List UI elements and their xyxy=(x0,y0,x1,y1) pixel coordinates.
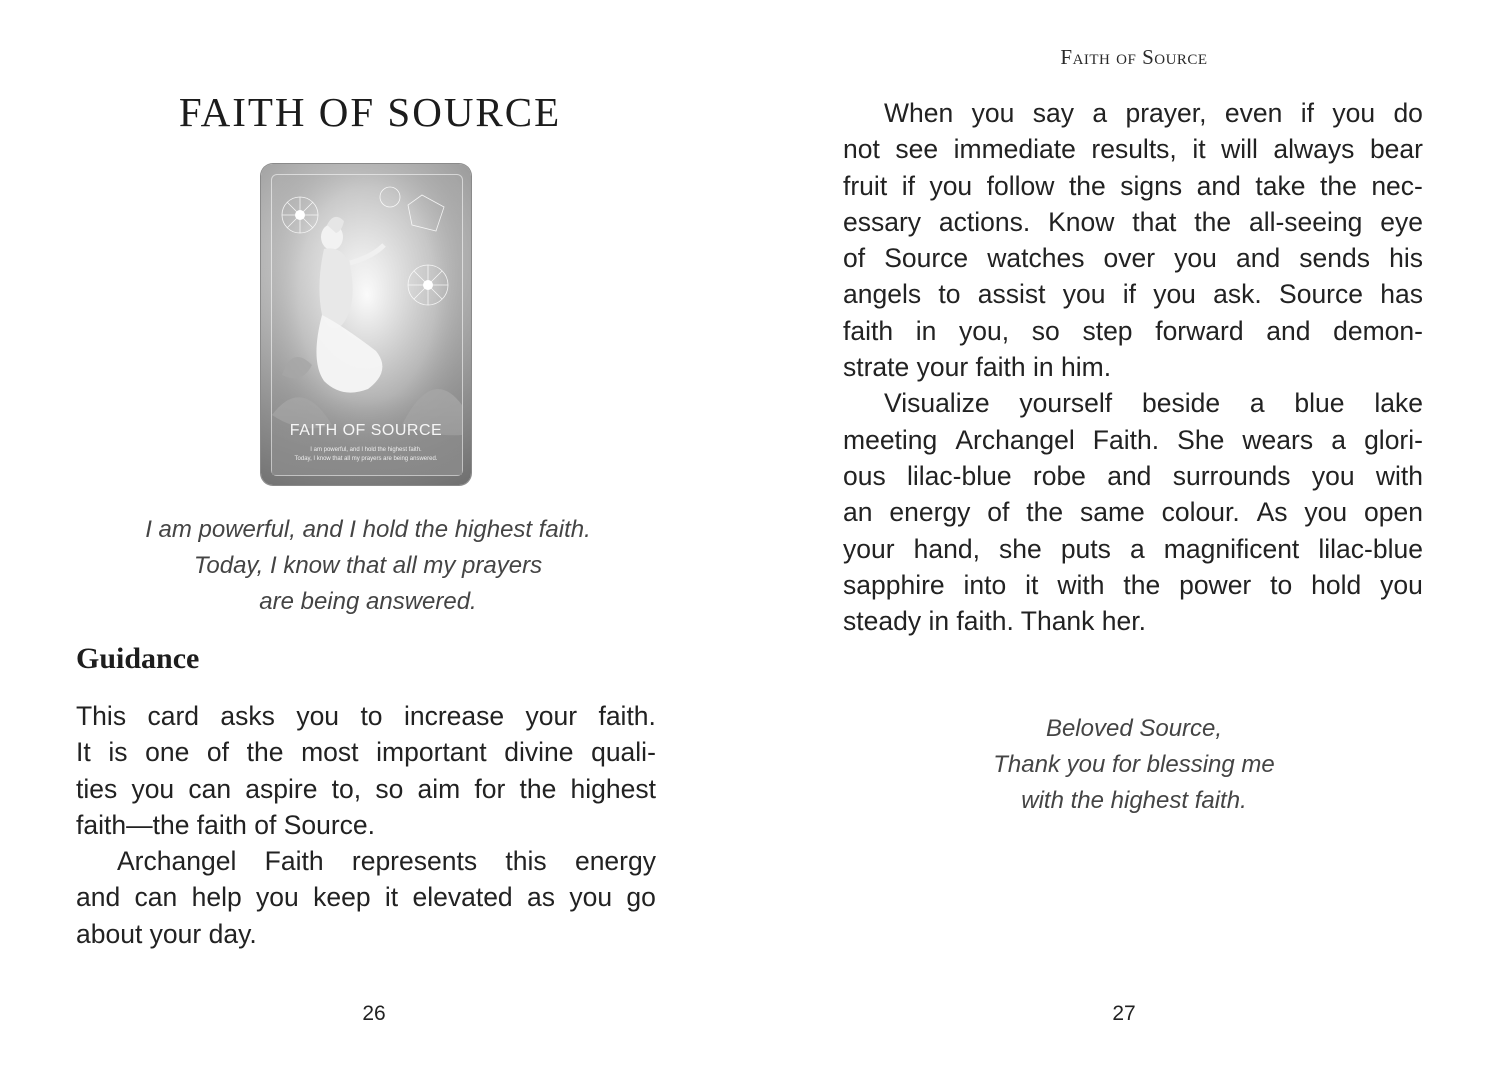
body-word: lake xyxy=(1374,388,1423,419)
body-word: if xyxy=(901,170,915,201)
body-word: a xyxy=(1249,388,1265,419)
body-word: you xyxy=(1380,569,1423,600)
body-word: faith xyxy=(843,315,894,346)
body-word: prayer, xyxy=(1125,98,1207,128)
prayer-line: Beloved Source, xyxy=(1045,715,1223,742)
body-word: She xyxy=(1177,424,1225,455)
body-word: you xyxy=(296,701,340,731)
body-word: fruit xyxy=(843,170,888,201)
body-word: an xyxy=(843,497,873,528)
body-word: ties xyxy=(76,773,118,804)
body-word: always xyxy=(1273,134,1355,165)
body-word: all-seeing xyxy=(1248,206,1363,237)
body-word: not xyxy=(843,134,880,165)
body-line xyxy=(843,494,1423,530)
body-word: Source xyxy=(884,243,969,274)
body-word: it xyxy=(1025,569,1039,600)
body-word: elevated xyxy=(412,882,513,913)
body-word: beside xyxy=(1141,388,1221,419)
body-word: your xyxy=(843,533,895,564)
body-word: energy xyxy=(889,497,971,528)
body-word: the xyxy=(1194,206,1232,237)
body-word: and xyxy=(1266,315,1311,346)
body-word: you xyxy=(131,773,175,804)
body-word: blue xyxy=(1294,388,1345,419)
body-word: can xyxy=(134,882,178,913)
body-word: colour. xyxy=(1161,497,1240,528)
body-line xyxy=(76,879,656,915)
body-line xyxy=(76,771,656,807)
body-word: ous xyxy=(843,460,886,491)
body-word: Source xyxy=(1279,279,1363,310)
body-word: divine xyxy=(504,737,574,768)
body-word: she xyxy=(999,533,1042,564)
body-word: will xyxy=(1221,134,1258,165)
body-word: Visualize xyxy=(884,388,990,419)
body-word: highest xyxy=(570,773,656,804)
body-word: quali- xyxy=(591,737,656,768)
body-word: even xyxy=(1224,98,1283,128)
body-line xyxy=(843,95,1423,131)
body-word: of xyxy=(206,737,230,768)
body-word: see xyxy=(895,134,939,165)
body-word: essary xyxy=(843,206,922,237)
body-word: puts xyxy=(1060,533,1111,564)
body-word: you xyxy=(1174,243,1217,274)
card-affirmation xyxy=(0,512,736,620)
body-word: ask. xyxy=(1213,279,1262,310)
body-word: increase xyxy=(403,701,505,731)
body-word: go xyxy=(626,882,656,913)
body-word: important xyxy=(376,737,487,768)
body-word: has xyxy=(1380,279,1423,310)
body-word: a xyxy=(1129,533,1145,564)
body-word: to xyxy=(938,279,961,310)
body-line: faith—the faith of Source. xyxy=(76,809,376,840)
body-word: and xyxy=(1107,460,1152,491)
body-word: immediate xyxy=(953,134,1076,165)
body-word: as xyxy=(527,882,556,913)
body-word: help xyxy=(191,882,242,913)
body-line xyxy=(76,843,656,879)
body-word: most xyxy=(301,737,359,768)
body-word: magnificent xyxy=(1163,533,1300,564)
body-word: watches xyxy=(987,243,1085,274)
body-word: aspire xyxy=(245,773,318,804)
affirmation-line: Today, I know that all my prayers xyxy=(193,552,543,579)
body-word: your xyxy=(525,701,578,731)
body-word: if xyxy=(1300,98,1314,128)
body-line xyxy=(76,698,656,734)
body-word: sends xyxy=(1299,243,1370,274)
body-line xyxy=(843,313,1423,349)
body-word: nec- xyxy=(1371,170,1423,201)
body-word: keep xyxy=(313,882,371,913)
prayer-line: with the highest faith. xyxy=(1021,787,1247,814)
body-line xyxy=(843,204,1423,240)
body-word: so xyxy=(375,773,404,804)
page-number-left: 26 xyxy=(362,1002,386,1025)
body-word: his xyxy=(1389,243,1423,274)
body-word: lilac-blue xyxy=(907,460,1012,491)
chapter-title: FAITH OF SOURCE xyxy=(178,89,562,135)
body-word: glori- xyxy=(1364,424,1423,455)
body-word: hold xyxy=(1311,569,1362,600)
body-word: represents xyxy=(351,846,478,877)
body-word: the xyxy=(1319,170,1357,201)
body-word: It xyxy=(76,737,91,768)
body-word: you, xyxy=(959,315,1010,346)
running-head: Faith of Source xyxy=(1060,45,1208,69)
body-word: you xyxy=(1311,460,1355,491)
body-line: about your day. xyxy=(76,918,257,949)
right-body-text xyxy=(843,95,1423,639)
body-word: with xyxy=(1375,460,1423,491)
body-word: do xyxy=(1393,98,1423,128)
prayer-line: Thank you for blessing me xyxy=(993,751,1275,778)
body-word: lilac-blue xyxy=(1318,533,1423,564)
body-word: hand, xyxy=(913,533,980,564)
body-line xyxy=(843,131,1423,167)
body-line xyxy=(843,458,1423,494)
body-word: This xyxy=(76,701,127,731)
body-line: strate your faith in him. xyxy=(843,352,1112,383)
card-subtext-line: Today, I know that all my prayers are being answered. xyxy=(294,456,438,462)
body-word: sapphire xyxy=(843,569,945,600)
body-word: over xyxy=(1103,243,1156,274)
body-word: the xyxy=(1123,569,1161,600)
body-line xyxy=(843,276,1423,312)
body-word: can xyxy=(188,773,232,804)
body-word: you xyxy=(929,170,973,201)
body-word: this xyxy=(505,846,547,877)
body-word: to xyxy=(1270,569,1293,600)
body-word: follow xyxy=(986,170,1055,201)
body-line xyxy=(843,168,1423,204)
body-word: it xyxy=(1192,134,1206,165)
body-word: and xyxy=(1235,243,1281,274)
body-word: energy xyxy=(574,846,656,877)
body-word: step xyxy=(1082,315,1133,346)
affirmation-line: are being answered. xyxy=(259,588,477,615)
body-word: When xyxy=(884,98,954,128)
body-word: card xyxy=(147,701,200,731)
body-word: power xyxy=(1179,569,1252,600)
body-word: you xyxy=(256,882,299,913)
body-word: and xyxy=(1196,170,1241,201)
body-word: in xyxy=(915,315,937,346)
body-word: into xyxy=(963,569,1007,600)
page-number-right: 27 xyxy=(1112,1002,1136,1025)
body-word: Archangel xyxy=(117,846,237,877)
body-word: you xyxy=(971,98,1015,128)
body-word: and xyxy=(76,882,121,913)
body-word: actions. xyxy=(938,206,1031,237)
body-word: forward xyxy=(1155,315,1244,346)
body-word: the xyxy=(246,737,284,768)
body-line xyxy=(843,240,1423,276)
body-word: if xyxy=(1122,279,1136,310)
body-word: open xyxy=(1364,497,1423,528)
body-word: a xyxy=(1092,98,1108,128)
body-line xyxy=(843,531,1423,567)
body-word: Faith xyxy=(264,846,324,877)
body-word: Faith. xyxy=(1092,424,1160,455)
body-word: to, xyxy=(331,773,362,804)
body-word: same xyxy=(1079,497,1145,528)
body-word: surrounds xyxy=(1172,460,1291,491)
affirmation-line: I am powerful, and I hold the highest faith. xyxy=(145,516,591,543)
body-word: one xyxy=(145,737,190,768)
body-word: it xyxy=(384,882,399,913)
body-word: so xyxy=(1031,315,1060,346)
body-word: results, xyxy=(1091,134,1177,165)
body-word: aim xyxy=(417,773,461,804)
body-word: that xyxy=(1132,206,1177,237)
body-word: for xyxy=(474,773,506,804)
body-line xyxy=(843,567,1423,603)
body-word: Know xyxy=(1048,206,1115,237)
body-word: Archangel xyxy=(955,424,1075,455)
body-word: signs xyxy=(1120,170,1183,201)
body-word: the xyxy=(1068,170,1106,201)
body-word: to xyxy=(360,701,383,731)
body-line: steady in faith. Thank her. xyxy=(843,606,1146,637)
body-word: take xyxy=(1255,170,1306,201)
body-word: As xyxy=(1256,497,1288,528)
body-word: faith. xyxy=(598,701,656,731)
body-word: with xyxy=(1057,569,1105,600)
body-word: a xyxy=(1331,424,1346,455)
body-word: you xyxy=(1062,279,1106,310)
body-word: the xyxy=(519,773,557,804)
body-word: angels xyxy=(843,279,922,310)
body-word: you xyxy=(569,882,613,913)
body-word: of xyxy=(843,243,866,274)
body-word: assist xyxy=(977,279,1046,310)
body-word: say xyxy=(1032,98,1074,128)
section-heading-guidance: Guidance xyxy=(76,642,200,675)
body-word: bear xyxy=(1369,134,1423,165)
body-word: demon- xyxy=(1333,315,1423,346)
closing-prayer xyxy=(750,711,1500,819)
body-word: meeting xyxy=(843,424,938,455)
body-word: of xyxy=(987,497,1010,528)
body-word: yourself xyxy=(1019,388,1113,419)
body-word: the xyxy=(1026,497,1064,528)
body-word: you xyxy=(1332,98,1376,128)
body-line xyxy=(843,385,1423,421)
card-subtext-line: I am powerful, and I hold the highest faith. xyxy=(310,447,422,453)
body-word: robe xyxy=(1032,460,1086,491)
body-word: wears xyxy=(1242,424,1314,455)
card-title: FAITH OF SOURCE xyxy=(289,422,443,439)
body-line xyxy=(843,422,1423,458)
body-word: asks xyxy=(220,701,275,731)
guidance-body-text xyxy=(76,698,656,952)
body-word: is xyxy=(108,737,128,768)
body-word: you xyxy=(1304,497,1348,528)
card-subtext xyxy=(273,446,459,464)
oracle-card-image xyxy=(261,164,471,485)
body-word: eye xyxy=(1380,206,1423,237)
body-word: you xyxy=(1153,279,1196,310)
body-line xyxy=(76,734,656,770)
